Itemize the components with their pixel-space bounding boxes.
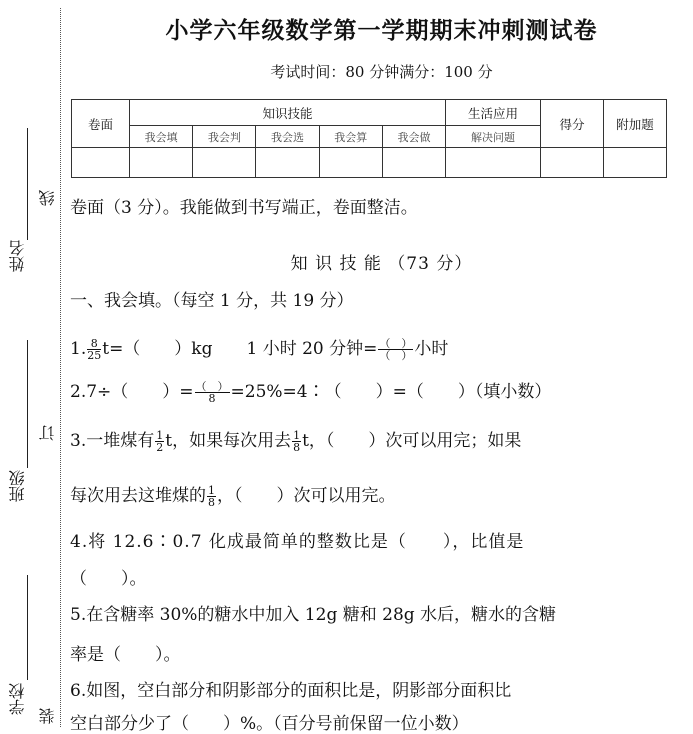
score-col-shenghuo: 生活应用 [446,100,541,126]
q3-fraction-3 [207,485,216,508]
q1-frac2-den: （ ） [379,349,413,362]
q1-fraction-2 [378,338,413,361]
question-4-line-2: （ ）。 [70,569,147,589]
question-6-line-2: 空白部分少了（ ）%。（百分号前保留一位小数） [70,714,469,734]
score-sub-3: 我会选 [256,126,319,148]
juanmian-note: 卷面（3 分）。我能做到书写端正，卷面整洁。 [70,198,418,218]
score-col-zhishi: 知识技能 [130,100,446,126]
q3-text-a: 3.一堆煤有 [70,431,155,451]
score-cell [604,148,667,178]
q3-frac3-den: 8 [208,496,215,509]
question-5-line-1: 5.在含糖率 30%的糖水中加入 12g 糖和 28g 水后，糖水的含糖 [70,605,557,625]
score-sub-2: 我会判 [193,126,256,148]
q2-fraction [195,381,230,404]
score-cell [72,148,130,178]
score-cell [193,148,256,178]
score-col-defen: 得分 [541,100,604,148]
q3-frac-den: 2 [156,441,164,454]
q1-num: 1. [70,339,87,359]
part1-title: 一、我会填。（每空 1 分，共 19 分） [70,291,354,311]
exam-title: 小学六年级数学第一学期期末冲刺测试卷 [165,18,598,44]
seal-char: 装 [38,708,57,724]
q3-fraction [155,430,164,453]
q3-fraction-2 [292,430,301,453]
q2-text-b: =25%=4∶（ ）=（ ）（填小数） [230,382,552,402]
line-char: 线 [38,190,57,206]
class-label: 班级 [8,470,27,502]
section-title: 知 识 技 能 （73 分） [290,254,473,274]
question-4-line-1: 4.将 12.6∶0.7 化成最简单的整数比是（ ），比值是 [70,532,525,552]
score-col-juanmian: 卷面 [72,100,130,148]
score-cell [130,148,193,178]
q1-fraction [87,338,101,361]
q1-text-b: 小时 [414,339,449,359]
score-cell [446,148,541,178]
name-write-line [27,128,28,240]
q2-text-a: 2.7÷（ ）= [70,382,194,402]
q3-frac3-num: 1 [208,484,215,497]
q2-frac-den: 8 [208,392,216,405]
question-2 [70,377,551,404]
binding-dotted-line [60,8,61,727]
school-label: 学校 [8,683,27,715]
bind-char: 订 [38,425,57,441]
q1-text-a: t=（ ）kg 1 小时 20 分钟= [102,339,378,359]
q1-frac-den: 25 [87,349,102,362]
q2-frac-num: （ ） [195,380,229,393]
class-write-line [27,340,28,468]
score-sub-shenghuo: 解决问题 [446,126,541,148]
score-sub-5: 我会做 [382,126,445,148]
school-write-line [27,575,28,680]
score-col-fujia: 附加题 [604,100,667,148]
question-1 [70,334,448,361]
q1-frac2-num: （ ） [379,337,413,350]
question-5-line-2: 率是（ ）。 [70,645,181,665]
name-label: 姓名 [8,240,27,272]
score-table [71,99,667,178]
q3-line2-b: ，（ ）次可以用完。 [217,486,396,506]
score-cell [382,148,445,178]
exam-subtitle: 考试时间：80 分钟满分：100 分 [270,63,493,81]
score-cell [319,148,382,178]
q3-frac2-den: 8 [293,441,301,454]
binding-margin [0,0,62,727]
q3-text-c: t，（ ）次可以用完；如果 [302,431,522,451]
score-cell [541,148,604,178]
q3-frac-num: 1 [156,429,164,442]
q3-text-b: t，如果每次用去 [165,431,292,451]
q3-line2-a: 每次用去这堆煤的 [70,486,206,506]
score-sub-1: 我会填 [130,126,193,148]
q3-frac2-num: 1 [293,429,301,442]
question-6-line-1: 6.如图，空白部分和阴影部分的面积比是，阴影部分面积比 [70,681,512,701]
score-sub-4: 我会算 [319,126,382,148]
question-3-line-2 [70,481,396,508]
question-3-line-1 [70,426,521,453]
q1-frac-num: 8 [87,338,101,350]
score-cell [256,148,319,178]
